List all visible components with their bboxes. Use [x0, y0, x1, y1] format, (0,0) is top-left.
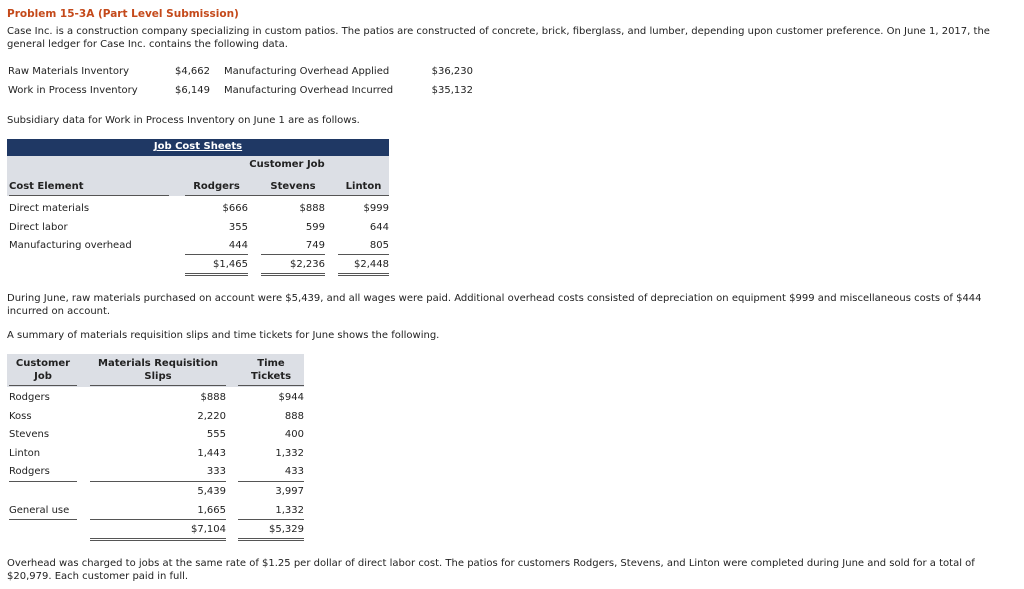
customer-job-header: Customer — [15, 358, 71, 369]
divider — [9, 385, 77, 386]
double-underline — [338, 273, 389, 276]
ledger-value: $36,230 — [431, 66, 473, 77]
ledger-value: $4,662 — [175, 66, 210, 77]
divider — [238, 385, 304, 386]
cost-cell: $888 — [299, 203, 325, 214]
divider — [9, 519, 77, 520]
requisition-slips: $888 — [200, 392, 226, 403]
ledger-value: $35,132 — [431, 85, 473, 96]
column-header-stevens: Stevens — [270, 181, 316, 192]
cost-total: $2,236 — [290, 259, 325, 270]
cost-total: $1,465 — [213, 259, 248, 270]
problem-title: Problem 15-3A (Part Level Submission) — [7, 8, 239, 20]
ledger-label: Raw Materials Inventory — [8, 66, 129, 77]
requisition-job: Stevens — [9, 429, 50, 440]
double-underline — [185, 273, 248, 276]
requisition-slips: 1,665 — [197, 505, 226, 516]
column-header-rodgers: Rodgers — [193, 181, 240, 192]
overhead-paragraph: Overhead was charged to jobs at the same rate of $1.25 per dollar of direct labor cost. The patios for customers Rodgers, Stevens, and Linton were completed during June and sold for a total of $20,979. Each customer paid in full. — [7, 558, 975, 582]
requisition-slips: 555 — [206, 429, 226, 440]
requisition-slips: 2,220 — [197, 411, 226, 422]
time-tickets-header: Tickets — [250, 371, 292, 382]
cost-cell: 599 — [305, 222, 325, 233]
divider — [90, 481, 226, 482]
divider — [90, 519, 226, 520]
divider — [90, 385, 226, 386]
double-underline — [261, 273, 325, 276]
ledger-label: Manufacturing Overhead Applied — [224, 66, 390, 77]
materials-requisition-header: Slips — [144, 371, 172, 382]
divider — [9, 481, 77, 482]
cost-row-label: Manufacturing overhead — [9, 240, 132, 251]
requisition-slips: 1,443 — [197, 448, 226, 459]
cost-cell: 805 — [369, 240, 389, 251]
materials-requisition-header: Materials Requisition — [98, 358, 218, 369]
divider — [238, 481, 304, 482]
divider — [261, 254, 325, 255]
customer-job-subheader: Customer Job — [249, 159, 325, 170]
cost-total: $2,448 — [354, 259, 389, 270]
ledger-label: Work in Process Inventory — [8, 85, 138, 96]
june-paragraph: During June, raw materials purchased on account were $5,439, and all wages were paid. Additional overhead costs consisted of depreciation on equipment $999 and miscellaneous costs of $444 incurred on account. — [7, 293, 982, 317]
requisition-job: Rodgers — [9, 466, 50, 477]
cost-cell: 355 — [228, 222, 248, 233]
customer-job-header: Job — [34, 371, 52, 382]
divider — [238, 519, 304, 520]
requisition-tickets: $944 — [278, 392, 304, 403]
requisition-job: Linton — [9, 448, 41, 459]
cost-cell: $666 — [222, 203, 248, 214]
requisition-subtotal: 3,997 — [275, 486, 304, 497]
column-header-linton: Linton — [345, 181, 382, 192]
cost-element-header: Cost Element — [9, 181, 84, 192]
intro-paragraph: Case Inc. is a construction company specializing in custom patios. The patios are constructed of concrete, brick, fiberglass, and lumber, depending upon customer preference. On June 1, 2017, the general ledger for Case Inc. contains the following data. — [7, 26, 990, 50]
subsidiary-text: Subsidiary data for Work in Process Inventory on June 1 are as follows. — [7, 115, 360, 126]
divider — [9, 195, 169, 196]
cost-cell: $999 — [363, 203, 389, 214]
cost-row-label: Direct materials — [9, 203, 90, 214]
cost-cell: 444 — [228, 240, 248, 251]
cost-row-label: Direct labor — [9, 222, 68, 233]
double-underline — [90, 538, 226, 541]
requisition-job: Rodgers — [9, 392, 50, 403]
requisition-job: General use — [9, 505, 70, 516]
summary-text: A summary of materials requisition slips and time tickets for June shows the following. — [7, 330, 440, 341]
requisition-total: $7,104 — [191, 524, 226, 535]
job-cost-header: Job Cost Sheets — [153, 141, 243, 152]
cost-cell: 644 — [369, 222, 389, 233]
requisition-tickets: 400 — [284, 429, 304, 440]
requisition-tickets: 888 — [284, 411, 304, 422]
requisition-tickets: 1,332 — [275, 448, 304, 459]
double-underline — [238, 538, 304, 541]
ledger-label: Manufacturing Overhead Incurred — [224, 85, 394, 96]
divider — [338, 254, 389, 255]
requisition-tickets: 1,332 — [275, 505, 304, 516]
divider — [185, 254, 248, 255]
requisition-total: $5,329 — [269, 524, 304, 535]
divider — [185, 195, 389, 196]
ledger-value: $6,149 — [175, 85, 210, 96]
cost-cell: 749 — [305, 240, 325, 251]
requisition-subtotal: 5,439 — [197, 486, 226, 497]
requisition-slips: 333 — [206, 466, 226, 477]
requisition-tickets: 433 — [284, 466, 304, 477]
time-tickets-header: Time — [257, 358, 285, 369]
requisition-job: Koss — [9, 411, 32, 422]
